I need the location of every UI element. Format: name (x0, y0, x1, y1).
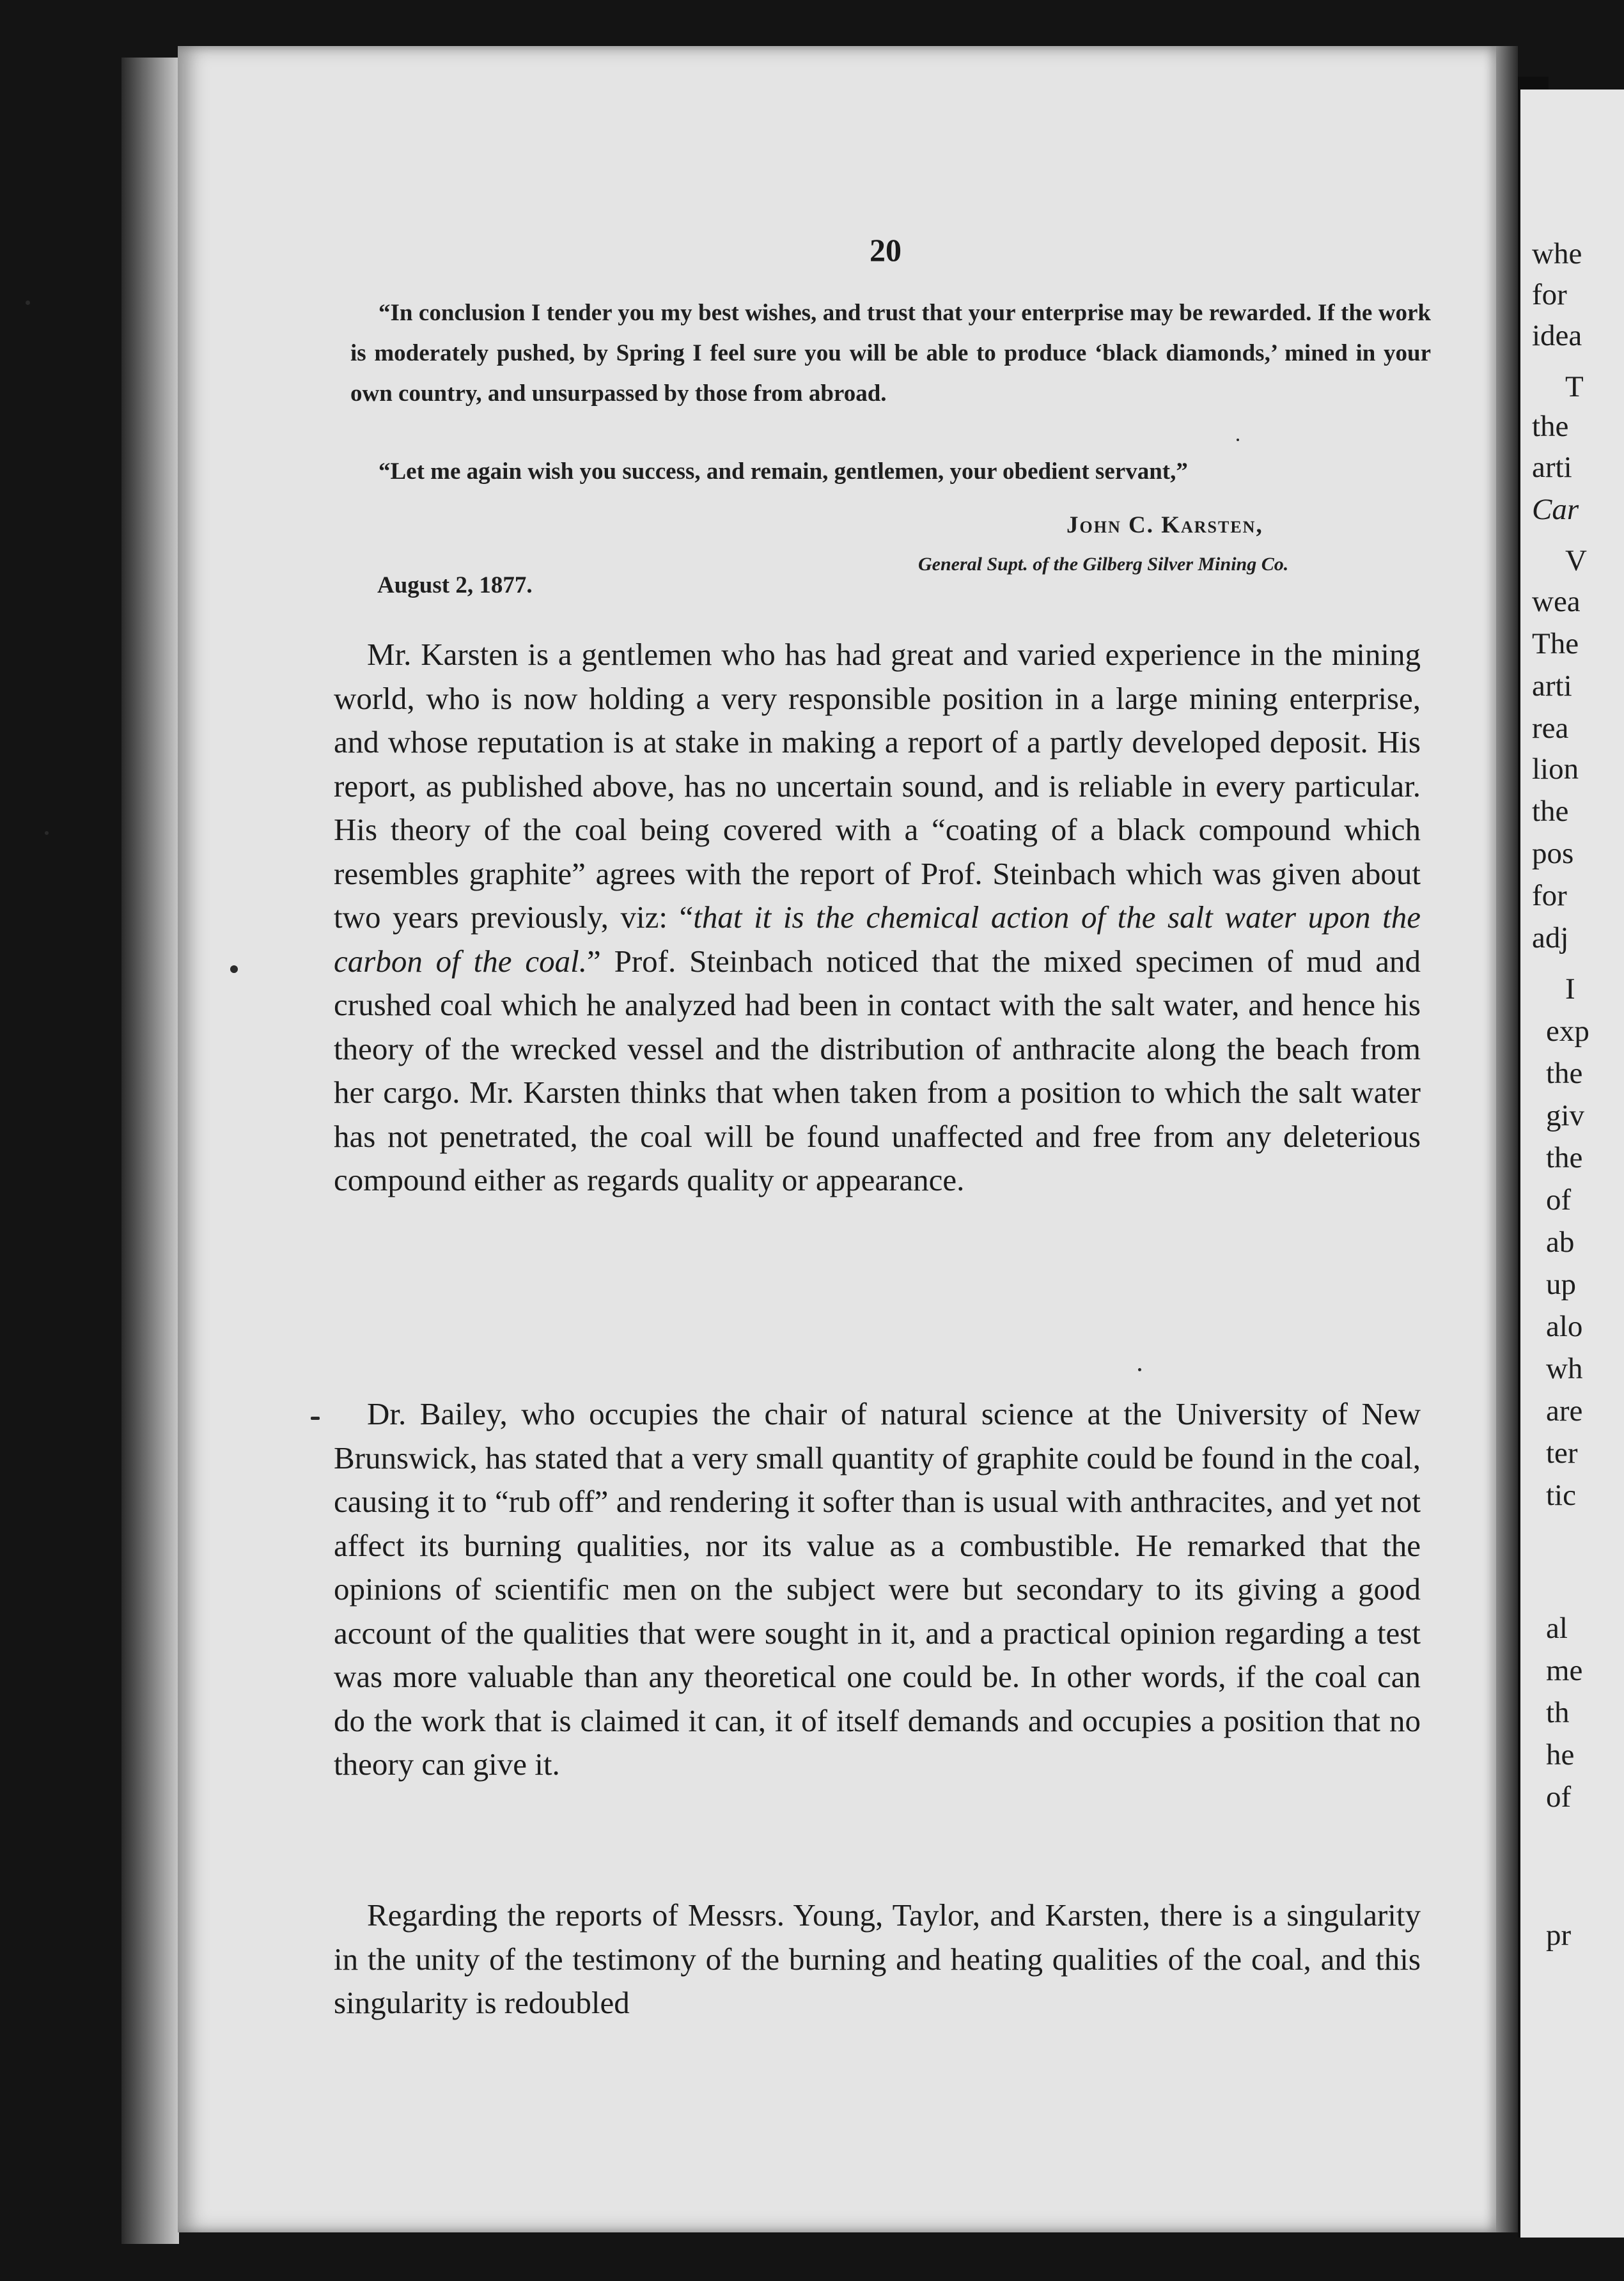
letter-signature-name: John C. Karsten, (1066, 512, 1263, 538)
facing-page-fragment: alo (1546, 1310, 1583, 1343)
facing-page-fragment: rea (1532, 712, 1569, 745)
facing-page-fragment: pos (1532, 837, 1574, 870)
facing-page-fragment: idea (1532, 319, 1582, 352)
facing-page-fragment: ab (1546, 1226, 1575, 1259)
facing-page-fragment: wea (1532, 585, 1581, 618)
body-paragraph: Regarding the reports of Messrs. Young, Taylor, and Karsten, there is a singularity in the unity of the testimony of the burning and heating qualities of the coal, and this singularity is redoubled (334, 1897, 1421, 2020)
facing-page-fragment: up (1546, 1268, 1576, 1301)
facing-page-fragment: are (1546, 1394, 1583, 1428)
letter-paragraph: “In conclusion I tender you my best wishes, and trust that your enterprise may be rewarded. If the work is moderately pushed, by Spring I feel sure you will be able to produce ‘black diamonds,’ mined in your own country, and unsurpassed by those from abroad. (350, 300, 1431, 407)
book-page-edges (121, 58, 179, 2244)
facing-page-fragment: arti (1532, 451, 1572, 484)
facing-page-fragment: he (1546, 1738, 1575, 1771)
facing-page-fragment: the (1546, 1141, 1583, 1174)
page-number: 20 (870, 232, 902, 268)
facing-page-fragment: Car (1532, 493, 1579, 526)
facing-page-fragment: tic (1546, 1479, 1576, 1512)
facing-page-fragment: V (1565, 544, 1587, 577)
page-fold-shadow (1496, 46, 1518, 2232)
facing-page-fragment: for (1532, 879, 1567, 912)
facing-page-fragment: I (1565, 972, 1575, 1006)
facing-page-fragment: th (1546, 1696, 1570, 1729)
facing-page-fragment: The (1532, 627, 1579, 660)
facing-page-fragment: wh (1546, 1352, 1583, 1385)
facing-page-fragment: the (1532, 410, 1569, 443)
body-paragraph: Dr. Bailey, who occupies the chair of natural science at the University of New Brunswick, has stated that a very small quantity of graphite could be found in the coal, causing it to “rub off” and rendering it softer than is usual with anthracites, and yet not affect its burning qualities, nor its value as a combustible. He remarked that the opinions of scientific men on the subject were but secondary to its giving a good account of the qualities that were sought in it, and a practical opinion regarding a test was more valuable than any theoretical one could be. In other words, if the coal can do the work that is claimed it can, it of itself demands and occupies a position that no theory can give it. (334, 1396, 1421, 1782)
letter-signature-title: General Supt. of the Gilberg Silver Mining Co. (918, 554, 1289, 575)
facing-page-fragment: al (1546, 1612, 1568, 1645)
facing-page-fragment: for (1532, 278, 1567, 311)
body-text: Mr. Karsten is a gentlemen who has had great and varied experience in the mining world, who is now holding a very responsible position in a large mining enterprise, and whose reputation is at stake in making a report of a partly developed deposit. His report, as published above, has no uncertain sound, and is reliable in every particular. His theory of the coal being covered with a “coating of a black compound which resembles graphite” agrees with the report of Prof. Steinbach which was given about two years previously, viz: “ (334, 637, 1421, 935)
facing-page-fragment: ter (1546, 1436, 1578, 1470)
body-paragraph (334, 633, 1421, 1203)
facing-page-fragment: of (1546, 1183, 1572, 1217)
facing-page-fragment: the (1546, 1057, 1583, 1090)
facing-page-fragment: whe (1532, 237, 1582, 270)
body-text: ” Prof. Steinbach noticed that the mixed specimen of mud and crushed coal which he analyzed had been in contact with the salt water, and hence his theory of the wrecked vessel and the distribution of anthracite along the beach from her cargo. Mr. Karsten thinks that when taken from a position to which the salt water has not penetrated, the coal will be found unaffected and free from any deleterious compound either as regards quality or appearance. (334, 943, 1421, 1197)
facing-page-fragment: me (1546, 1654, 1583, 1687)
facing-page-fragment: lion (1532, 752, 1579, 786)
facing-page-fragment: of (1546, 1780, 1572, 1814)
letter-date: August 2, 1877. (377, 572, 533, 598)
facing-page-fragment: the (1532, 795, 1569, 828)
facing-page-fragment: exp (1546, 1015, 1589, 1048)
facing-page-fragment: giv (1546, 1099, 1585, 1132)
facing-page-fragment: pr (1546, 1919, 1572, 1952)
facing-page-fragment: T (1565, 370, 1584, 403)
italic-quotation: that it is the chemical action of the salt water upon the carbon of the coal. (334, 899, 1421, 979)
letter-closing: “Let me again wish you success, and remain, gentlemen, your obedient servant,” (379, 458, 1188, 485)
facing-page-fragment: arti (1532, 669, 1572, 703)
facing-page-fragment: adj (1532, 921, 1569, 954)
facing-page-partial (1520, 90, 1624, 2238)
